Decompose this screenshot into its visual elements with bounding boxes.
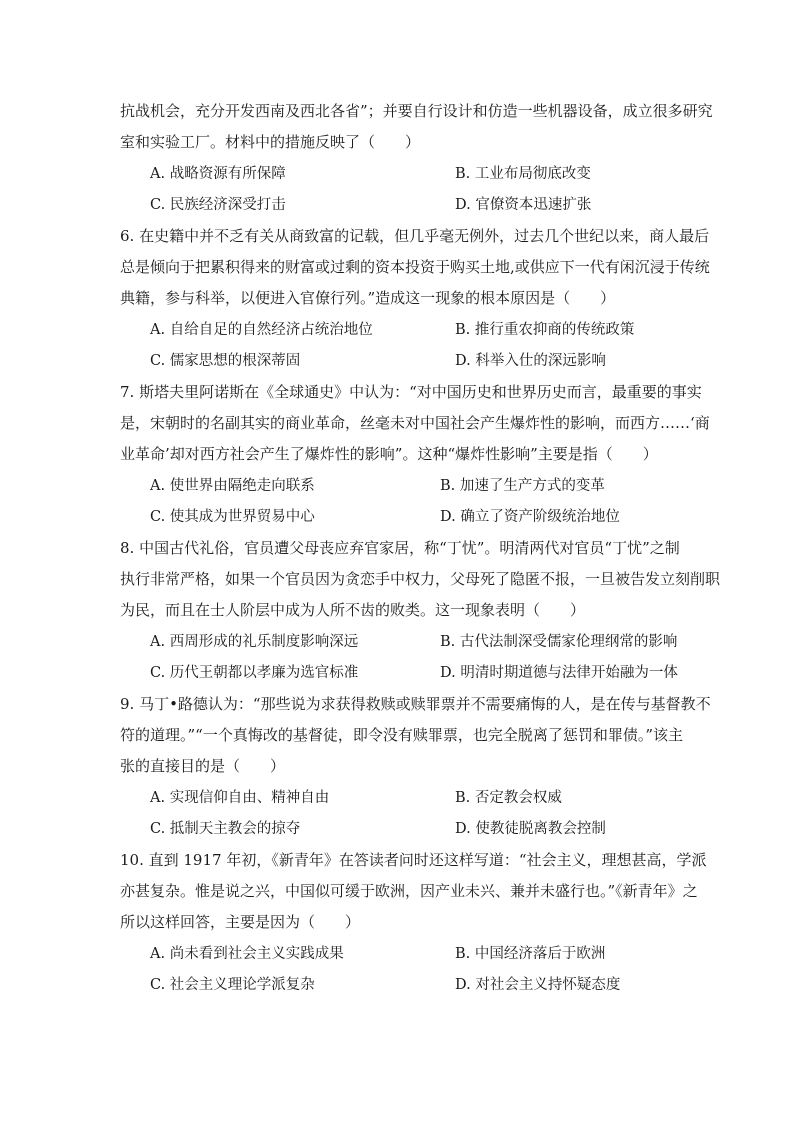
q10-option-b[interactable]: B. 中国经济落后于欧洲: [455, 946, 606, 962]
q9-option-d[interactable]: D. 使教徒脱离教会控制: [455, 821, 606, 837]
q9-line-3: 张的直接目的是（ ）: [120, 757, 286, 775]
q7-option-b[interactable]: B. 加速了生产方式的变革: [440, 478, 605, 494]
q9-line-1: 9. 马丁•路德认为：“那些说为求获得救赎或赎罪票并不需要痛悔的人，是在传与基督教不: [120, 695, 711, 713]
q7-line-2: 是，宋朝时的名副其实的商业革命，丝毫未对中国社会产生爆炸性的影响，而西方……‘商: [120, 414, 710, 432]
q10-line-2: 亦甚复杂。惟是说之兴，中国似可缓于欧洲，因产业未兴、兼并未盛行也。”《新青年》之: [120, 882, 698, 900]
q6-line-1: 6. 在史籍中并不乏有关从商致富的记载，但几乎毫无例外，过去几个世纪以来，商人最后: [120, 227, 710, 245]
q6-line-2: 总是倾向于把累积得来的财富或过剩的资本投资于购买土地,或供应下一代有闲沉浸于传统: [120, 258, 710, 276]
q9-option-b[interactable]: B. 否定教会权威: [455, 790, 562, 806]
q8-option-d[interactable]: D. 明清时期道德与法律开始融为一体: [440, 665, 678, 681]
q5-option-c[interactable]: C. 民族经济深受打击: [150, 197, 286, 213]
q5-option-d[interactable]: D. 官僚资本迅速扩张: [455, 197, 592, 213]
q7-line-3: 业革命’却对西方社会产生了爆炸性的影响”。这种“爆炸性影响”主要是指（ ）: [120, 445, 658, 463]
q5-option-b[interactable]: B. 工业布局彻底改变: [455, 166, 591, 182]
q6-option-c[interactable]: C. 儒家思想的根深蒂固: [150, 353, 301, 369]
q9-option-a[interactable]: A. 实现信仰自由、精神自由: [150, 790, 330, 806]
q10-line-1: 10. 直到 1917 年初，《新青年》在答读者问时还这样写道：“社会主义，理想甚高，学派: [120, 851, 707, 869]
q5-line-2: 室和实验工厂。材料中的措施反映了（ ）: [120, 133, 421, 151]
q9-line-2: 符的道理。”“一个真悔改的基督徒，即令没有赎罪票，也完全脱离了惩罚和罪债。”该主: [120, 726, 684, 744]
q8-line-1: 8. 中国古代礼俗，官员遭父母丧应弃官家居，称“丁忧”。明清两代对官员“丁忧”之制: [120, 539, 680, 557]
q6-option-a[interactable]: A. 自给自足的自然经济占统治地位: [150, 322, 373, 338]
q8-option-c[interactable]: C. 历代王朝都以孝廉为选官标准: [150, 665, 359, 681]
q6-option-b[interactable]: B. 推行重农抑商的传统政策: [455, 322, 635, 338]
q7-option-d[interactable]: D. 确立了资产阶级统治地位: [440, 509, 620, 525]
q8-option-b[interactable]: B. 古代法制深受儒家伦理纲常的影响: [440, 634, 678, 650]
q9-option-c[interactable]: C. 抵制天主教会的掠夺: [150, 821, 301, 837]
q5-option-a[interactable]: A. 战略资源有所保障: [150, 166, 286, 182]
q10-option-d[interactable]: D. 对社会主义持怀疑态度: [455, 977, 621, 993]
q7-line-1: 7. 斯塔夫里阿诺斯在《全球通史》中认为：“对中国历史和世界历史而言，最重要的事实: [120, 383, 702, 401]
q10-option-c[interactable]: C. 社会主义理论学派复杂: [150, 977, 315, 993]
q8-line-2: 执行非常严格，如果一个官员因为贪恋手中权力，父母死了隐匿不报，一旦被告发立刻削职: [120, 570, 721, 588]
q7-option-c[interactable]: C. 使其成为世界贸易中心: [150, 509, 315, 525]
q7-option-a[interactable]: A. 使世界由隔绝走向联系: [150, 478, 315, 494]
q5-line-1: 抗战机会，充分开发西南及西北各省”；并要自行设计和仿造一些机器设备，成立很多研究: [120, 102, 713, 120]
q6-option-d[interactable]: D. 科举入仕的深远影响: [455, 353, 606, 369]
q10-option-a[interactable]: A. 尚未看到社会主义实践成果: [150, 946, 344, 962]
q8-line-3: 为民，而且在士人阶层中成为人所不齿的败类。这一现象表明（ ）: [120, 601, 586, 619]
q10-line-3: 所以这样回答，主要是因为（ ）: [120, 913, 361, 931]
q6-line-3: 典籍，参与科举，以便进入官僚行列。”造成这一现象的根本原因是（ ）: [120, 289, 616, 307]
q8-option-a[interactable]: A. 西周形成的礼乐制度影响深远: [150, 634, 359, 650]
